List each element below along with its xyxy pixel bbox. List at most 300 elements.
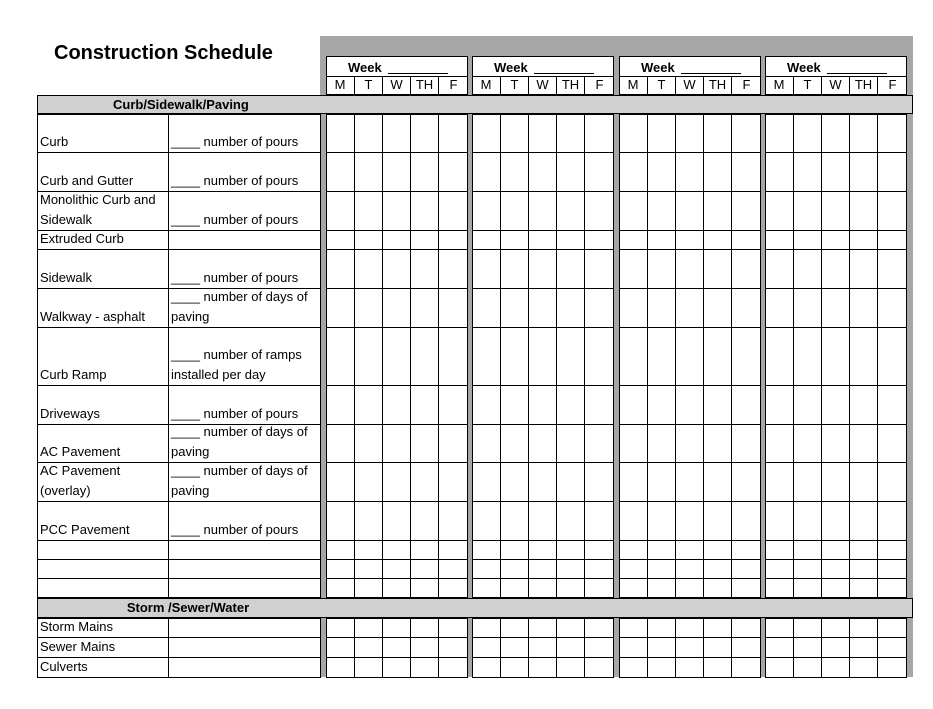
schedule-cell[interactable] xyxy=(732,579,759,597)
schedule-cell[interactable] xyxy=(557,386,584,424)
schedule-cell[interactable] xyxy=(529,502,556,540)
schedule-cell[interactable] xyxy=(766,541,793,559)
schedule-cell[interactable] xyxy=(585,541,612,559)
schedule-cell[interactable] xyxy=(676,250,703,288)
schedule-cell[interactable] xyxy=(704,463,731,501)
schedule-cell[interactable] xyxy=(648,192,675,230)
schedule-cell[interactable] xyxy=(794,619,821,637)
schedule-cell[interactable] xyxy=(383,638,410,657)
schedule-cell[interactable] xyxy=(620,560,647,578)
schedule-cell[interactable] xyxy=(327,579,354,597)
schedule-cell[interactable] xyxy=(383,541,410,559)
schedule-cell[interactable] xyxy=(411,231,438,249)
schedule-cell[interactable] xyxy=(501,115,528,152)
schedule-cell[interactable] xyxy=(822,289,849,327)
schedule-cell[interactable] xyxy=(439,658,466,677)
schedule-cell[interactable] xyxy=(732,560,759,578)
schedule-cell[interactable] xyxy=(529,231,556,249)
schedule-cell[interactable] xyxy=(585,619,612,637)
schedule-cell[interactable] xyxy=(557,425,584,462)
schedule-cell[interactable] xyxy=(850,289,877,327)
schedule-cell[interactable] xyxy=(557,619,584,637)
schedule-cell[interactable] xyxy=(766,638,793,657)
schedule-cell[interactable] xyxy=(473,425,500,462)
schedule-cell[interactable] xyxy=(878,153,905,191)
schedule-cell[interactable] xyxy=(878,463,905,501)
schedule-cell[interactable] xyxy=(850,541,877,559)
schedule-cell[interactable] xyxy=(878,250,905,288)
schedule-cell[interactable] xyxy=(732,115,759,152)
unit-cell[interactable] xyxy=(168,462,321,502)
schedule-cell[interactable] xyxy=(439,425,466,462)
schedule-cell[interactable] xyxy=(355,579,382,597)
schedule-cell[interactable] xyxy=(648,425,675,462)
schedule-cell[interactable] xyxy=(794,289,821,327)
schedule-cell[interactable] xyxy=(822,658,849,677)
schedule-cell[interactable] xyxy=(557,153,584,191)
schedule-cell[interactable] xyxy=(822,619,849,637)
unit-cell[interactable] xyxy=(168,657,321,678)
schedule-cell[interactable] xyxy=(704,250,731,288)
schedule-cell[interactable] xyxy=(327,192,354,230)
schedule-cell[interactable] xyxy=(327,250,354,288)
schedule-cell[interactable] xyxy=(648,250,675,288)
schedule-cell[interactable] xyxy=(878,289,905,327)
unit-cell[interactable] xyxy=(168,152,321,192)
schedule-cell[interactable] xyxy=(704,192,731,230)
schedule-cell[interactable] xyxy=(501,638,528,657)
schedule-cell[interactable] xyxy=(620,250,647,288)
schedule-cell[interactable] xyxy=(411,153,438,191)
schedule-cell[interactable] xyxy=(732,502,759,540)
schedule-cell[interactable] xyxy=(383,658,410,677)
schedule-cell[interactable] xyxy=(585,231,612,249)
schedule-cell[interactable] xyxy=(327,425,354,462)
schedule-cell[interactable] xyxy=(676,328,703,385)
schedule-cell[interactable] xyxy=(822,250,849,288)
schedule-cell[interactable] xyxy=(732,289,759,327)
schedule-cell[interactable] xyxy=(850,579,877,597)
schedule-cell[interactable] xyxy=(878,192,905,230)
schedule-cell[interactable] xyxy=(473,153,500,191)
schedule-cell[interactable] xyxy=(676,579,703,597)
schedule-cell[interactable] xyxy=(732,192,759,230)
schedule-cell[interactable] xyxy=(383,386,410,424)
schedule-cell[interactable] xyxy=(473,638,500,657)
schedule-cell[interactable] xyxy=(355,560,382,578)
schedule-cell[interactable] xyxy=(648,386,675,424)
schedule-cell[interactable] xyxy=(648,619,675,637)
schedule-cell[interactable] xyxy=(850,231,877,249)
schedule-cell[interactable] xyxy=(648,328,675,385)
schedule-cell[interactable] xyxy=(557,115,584,152)
unit-cell[interactable] xyxy=(168,288,321,328)
schedule-cell[interactable] xyxy=(473,231,500,249)
schedule-cell[interactable] xyxy=(676,502,703,540)
week-number-line[interactable] xyxy=(827,73,887,74)
schedule-cell[interactable] xyxy=(473,289,500,327)
schedule-cell[interactable] xyxy=(704,328,731,385)
schedule-cell[interactable] xyxy=(794,386,821,424)
schedule-cell[interactable] xyxy=(327,328,354,385)
schedule-cell[interactable] xyxy=(473,386,500,424)
schedule-cell[interactable] xyxy=(585,192,612,230)
schedule-cell[interactable] xyxy=(411,289,438,327)
schedule-cell[interactable] xyxy=(850,153,877,191)
schedule-cell[interactable] xyxy=(648,502,675,540)
schedule-cell[interactable] xyxy=(732,386,759,424)
schedule-cell[interactable] xyxy=(822,153,849,191)
schedule-cell[interactable] xyxy=(676,153,703,191)
schedule-cell[interactable] xyxy=(620,658,647,677)
schedule-cell[interactable] xyxy=(766,658,793,677)
unit-cell[interactable] xyxy=(168,327,321,386)
schedule-cell[interactable] xyxy=(473,192,500,230)
schedule-cell[interactable] xyxy=(620,425,647,462)
schedule-cell[interactable] xyxy=(557,638,584,657)
schedule-cell[interactable] xyxy=(732,638,759,657)
schedule-cell[interactable] xyxy=(822,579,849,597)
schedule-cell[interactable] xyxy=(732,231,759,249)
schedule-cell[interactable] xyxy=(473,463,500,501)
schedule-cell[interactable] xyxy=(557,289,584,327)
schedule-cell[interactable] xyxy=(383,115,410,152)
schedule-cell[interactable] xyxy=(766,328,793,385)
schedule-cell[interactable] xyxy=(501,289,528,327)
schedule-cell[interactable] xyxy=(620,328,647,385)
schedule-cell[interactable] xyxy=(794,658,821,677)
schedule-cell[interactable] xyxy=(822,425,849,462)
schedule-cell[interactable] xyxy=(704,425,731,462)
schedule-cell[interactable] xyxy=(327,289,354,327)
schedule-cell[interactable] xyxy=(822,463,849,501)
schedule-cell[interactable] xyxy=(529,425,556,462)
unit-cell[interactable] xyxy=(168,637,321,658)
schedule-cell[interactable] xyxy=(620,502,647,540)
schedule-cell[interactable] xyxy=(822,541,849,559)
schedule-cell[interactable] xyxy=(585,289,612,327)
schedule-cell[interactable] xyxy=(648,231,675,249)
schedule-cell[interactable] xyxy=(501,541,528,559)
schedule-cell[interactable] xyxy=(704,115,731,152)
schedule-cell[interactable] xyxy=(501,425,528,462)
schedule-cell[interactable] xyxy=(585,560,612,578)
schedule-cell[interactable] xyxy=(383,328,410,385)
schedule-cell[interactable] xyxy=(355,619,382,637)
schedule-cell[interactable] xyxy=(585,425,612,462)
schedule-cell[interactable] xyxy=(411,541,438,559)
schedule-cell[interactable] xyxy=(794,638,821,657)
schedule-cell[interactable] xyxy=(676,658,703,677)
schedule-cell[interactable] xyxy=(850,502,877,540)
schedule-cell[interactable] xyxy=(585,463,612,501)
schedule-cell[interactable] xyxy=(648,153,675,191)
schedule-cell[interactable] xyxy=(585,502,612,540)
schedule-cell[interactable] xyxy=(501,619,528,637)
schedule-cell[interactable] xyxy=(383,192,410,230)
schedule-cell[interactable] xyxy=(732,619,759,637)
schedule-cell[interactable] xyxy=(529,560,556,578)
unit-cell[interactable] xyxy=(168,559,321,579)
schedule-cell[interactable] xyxy=(620,638,647,657)
schedule-cell[interactable] xyxy=(850,658,877,677)
schedule-cell[interactable] xyxy=(529,579,556,597)
schedule-cell[interactable] xyxy=(355,231,382,249)
schedule-cell[interactable] xyxy=(794,250,821,288)
schedule-cell[interactable] xyxy=(878,425,905,462)
schedule-cell[interactable] xyxy=(557,541,584,559)
schedule-cell[interactable] xyxy=(766,619,793,637)
schedule-cell[interactable] xyxy=(355,502,382,540)
unit-cell[interactable] xyxy=(168,540,321,560)
schedule-cell[interactable] xyxy=(766,425,793,462)
schedule-cell[interactable] xyxy=(676,463,703,501)
schedule-cell[interactable] xyxy=(355,192,382,230)
schedule-cell[interactable] xyxy=(878,502,905,540)
schedule-cell[interactable] xyxy=(411,328,438,385)
schedule-cell[interactable] xyxy=(878,231,905,249)
schedule-cell[interactable] xyxy=(327,231,354,249)
schedule-cell[interactable] xyxy=(620,153,647,191)
schedule-cell[interactable] xyxy=(473,619,500,637)
schedule-cell[interactable] xyxy=(355,250,382,288)
schedule-cell[interactable] xyxy=(850,638,877,657)
schedule-cell[interactable] xyxy=(439,463,466,501)
schedule-cell[interactable] xyxy=(557,231,584,249)
schedule-cell[interactable] xyxy=(766,231,793,249)
schedule-cell[interactable] xyxy=(704,541,731,559)
schedule-cell[interactable] xyxy=(411,579,438,597)
schedule-cell[interactable] xyxy=(648,579,675,597)
schedule-cell[interactable] xyxy=(676,560,703,578)
schedule-cell[interactable] xyxy=(383,463,410,501)
schedule-cell[interactable] xyxy=(878,386,905,424)
schedule-cell[interactable] xyxy=(878,115,905,152)
schedule-cell[interactable] xyxy=(355,386,382,424)
schedule-cell[interactable] xyxy=(557,502,584,540)
schedule-cell[interactable] xyxy=(676,386,703,424)
schedule-cell[interactable] xyxy=(473,579,500,597)
schedule-cell[interactable] xyxy=(648,463,675,501)
schedule-cell[interactable] xyxy=(794,153,821,191)
schedule-cell[interactable] xyxy=(794,425,821,462)
schedule-cell[interactable] xyxy=(439,638,466,657)
schedule-cell[interactable] xyxy=(439,192,466,230)
schedule-cell[interactable] xyxy=(732,541,759,559)
schedule-cell[interactable] xyxy=(585,658,612,677)
schedule-cell[interactable] xyxy=(676,231,703,249)
schedule-cell[interactable] xyxy=(355,463,382,501)
schedule-cell[interactable] xyxy=(850,425,877,462)
schedule-cell[interactable] xyxy=(878,638,905,657)
schedule-cell[interactable] xyxy=(501,231,528,249)
schedule-cell[interactable] xyxy=(439,153,466,191)
schedule-cell[interactable] xyxy=(822,502,849,540)
schedule-cell[interactable] xyxy=(439,328,466,385)
schedule-cell[interactable] xyxy=(439,579,466,597)
schedule-cell[interactable] xyxy=(501,560,528,578)
schedule-cell[interactable] xyxy=(585,579,612,597)
schedule-cell[interactable] xyxy=(557,250,584,288)
schedule-cell[interactable] xyxy=(501,658,528,677)
schedule-cell[interactable] xyxy=(383,579,410,597)
schedule-cell[interactable] xyxy=(501,502,528,540)
schedule-cell[interactable] xyxy=(732,250,759,288)
schedule-cell[interactable] xyxy=(411,250,438,288)
schedule-cell[interactable] xyxy=(557,658,584,677)
schedule-cell[interactable] xyxy=(557,192,584,230)
schedule-cell[interactable] xyxy=(766,192,793,230)
schedule-cell[interactable] xyxy=(383,619,410,637)
schedule-cell[interactable] xyxy=(327,153,354,191)
schedule-cell[interactable] xyxy=(383,153,410,191)
schedule-cell[interactable] xyxy=(355,328,382,385)
schedule-cell[interactable] xyxy=(529,153,556,191)
schedule-cell[interactable] xyxy=(557,560,584,578)
schedule-cell[interactable] xyxy=(766,250,793,288)
schedule-cell[interactable] xyxy=(766,289,793,327)
unit-cell[interactable] xyxy=(168,230,321,250)
schedule-cell[interactable] xyxy=(822,386,849,424)
schedule-cell[interactable] xyxy=(529,463,556,501)
schedule-cell[interactable] xyxy=(766,579,793,597)
schedule-cell[interactable] xyxy=(529,638,556,657)
schedule-cell[interactable] xyxy=(411,619,438,637)
week-number-line[interactable] xyxy=(534,73,594,74)
schedule-cell[interactable] xyxy=(529,386,556,424)
schedule-cell[interactable] xyxy=(411,425,438,462)
schedule-cell[interactable] xyxy=(620,289,647,327)
schedule-cell[interactable] xyxy=(850,386,877,424)
schedule-cell[interactable] xyxy=(620,619,647,637)
unit-cell[interactable] xyxy=(168,385,321,425)
schedule-cell[interactable] xyxy=(732,658,759,677)
schedule-cell[interactable] xyxy=(501,463,528,501)
schedule-cell[interactable] xyxy=(501,386,528,424)
schedule-cell[interactable] xyxy=(620,463,647,501)
schedule-cell[interactable] xyxy=(501,328,528,385)
schedule-cell[interactable] xyxy=(327,541,354,559)
schedule-cell[interactable] xyxy=(383,289,410,327)
schedule-cell[interactable] xyxy=(794,560,821,578)
schedule-cell[interactable] xyxy=(822,192,849,230)
schedule-cell[interactable] xyxy=(529,192,556,230)
schedule-cell[interactable] xyxy=(794,328,821,385)
schedule-cell[interactable] xyxy=(732,425,759,462)
unit-cell[interactable] xyxy=(168,501,321,541)
schedule-cell[interactable] xyxy=(557,328,584,385)
schedule-cell[interactable] xyxy=(355,638,382,657)
schedule-cell[interactable] xyxy=(411,502,438,540)
schedule-cell[interactable] xyxy=(439,541,466,559)
schedule-cell[interactable] xyxy=(704,638,731,657)
schedule-cell[interactable] xyxy=(620,541,647,559)
schedule-cell[interactable] xyxy=(439,289,466,327)
schedule-cell[interactable] xyxy=(620,192,647,230)
schedule-cell[interactable] xyxy=(473,560,500,578)
schedule-cell[interactable] xyxy=(585,638,612,657)
schedule-cell[interactable] xyxy=(529,658,556,677)
schedule-cell[interactable] xyxy=(327,560,354,578)
schedule-cell[interactable] xyxy=(766,153,793,191)
schedule-cell[interactable] xyxy=(676,115,703,152)
week-number-line[interactable] xyxy=(388,73,448,74)
schedule-cell[interactable] xyxy=(878,560,905,578)
schedule-cell[interactable] xyxy=(648,560,675,578)
schedule-cell[interactable] xyxy=(473,115,500,152)
schedule-cell[interactable] xyxy=(411,658,438,677)
schedule-cell[interactable] xyxy=(648,638,675,657)
schedule-cell[interactable] xyxy=(327,658,354,677)
schedule-cell[interactable] xyxy=(704,386,731,424)
schedule-cell[interactable] xyxy=(794,115,821,152)
schedule-cell[interactable] xyxy=(822,115,849,152)
schedule-cell[interactable] xyxy=(585,386,612,424)
schedule-cell[interactable] xyxy=(355,541,382,559)
schedule-cell[interactable] xyxy=(529,541,556,559)
week-number-line[interactable] xyxy=(681,73,741,74)
schedule-cell[interactable] xyxy=(704,231,731,249)
schedule-cell[interactable] xyxy=(355,153,382,191)
schedule-cell[interactable] xyxy=(473,250,500,288)
schedule-cell[interactable] xyxy=(620,579,647,597)
schedule-cell[interactable] xyxy=(648,541,675,559)
schedule-cell[interactable] xyxy=(439,502,466,540)
schedule-cell[interactable] xyxy=(439,231,466,249)
schedule-cell[interactable] xyxy=(585,153,612,191)
schedule-cell[interactable] xyxy=(327,619,354,637)
schedule-cell[interactable] xyxy=(850,250,877,288)
schedule-cell[interactable] xyxy=(411,463,438,501)
schedule-cell[interactable] xyxy=(585,115,612,152)
schedule-cell[interactable] xyxy=(411,386,438,424)
schedule-cell[interactable] xyxy=(501,192,528,230)
schedule-cell[interactable] xyxy=(822,638,849,657)
schedule-cell[interactable] xyxy=(704,560,731,578)
schedule-cell[interactable] xyxy=(704,502,731,540)
schedule-cell[interactable] xyxy=(676,619,703,637)
schedule-cell[interactable] xyxy=(648,289,675,327)
unit-cell[interactable] xyxy=(168,424,321,463)
unit-cell[interactable] xyxy=(168,618,321,638)
schedule-cell[interactable] xyxy=(878,658,905,677)
schedule-cell[interactable] xyxy=(878,541,905,559)
schedule-cell[interactable] xyxy=(439,560,466,578)
schedule-cell[interactable] xyxy=(732,328,759,385)
schedule-cell[interactable] xyxy=(648,658,675,677)
schedule-cell[interactable] xyxy=(766,386,793,424)
schedule-cell[interactable] xyxy=(676,541,703,559)
schedule-cell[interactable] xyxy=(529,328,556,385)
schedule-cell[interactable] xyxy=(794,541,821,559)
schedule-cell[interactable] xyxy=(529,289,556,327)
schedule-cell[interactable] xyxy=(411,115,438,152)
schedule-cell[interactable] xyxy=(850,192,877,230)
schedule-cell[interactable] xyxy=(620,115,647,152)
schedule-cell[interactable] xyxy=(355,658,382,677)
schedule-cell[interactable] xyxy=(557,579,584,597)
schedule-cell[interactable] xyxy=(850,560,877,578)
schedule-cell[interactable] xyxy=(766,463,793,501)
schedule-cell[interactable] xyxy=(676,425,703,462)
schedule-cell[interactable] xyxy=(794,192,821,230)
schedule-cell[interactable] xyxy=(676,192,703,230)
schedule-cell[interactable] xyxy=(766,560,793,578)
schedule-cell[interactable] xyxy=(327,638,354,657)
unit-cell[interactable] xyxy=(168,578,321,598)
schedule-cell[interactable] xyxy=(529,115,556,152)
unit-cell[interactable] xyxy=(168,249,321,289)
